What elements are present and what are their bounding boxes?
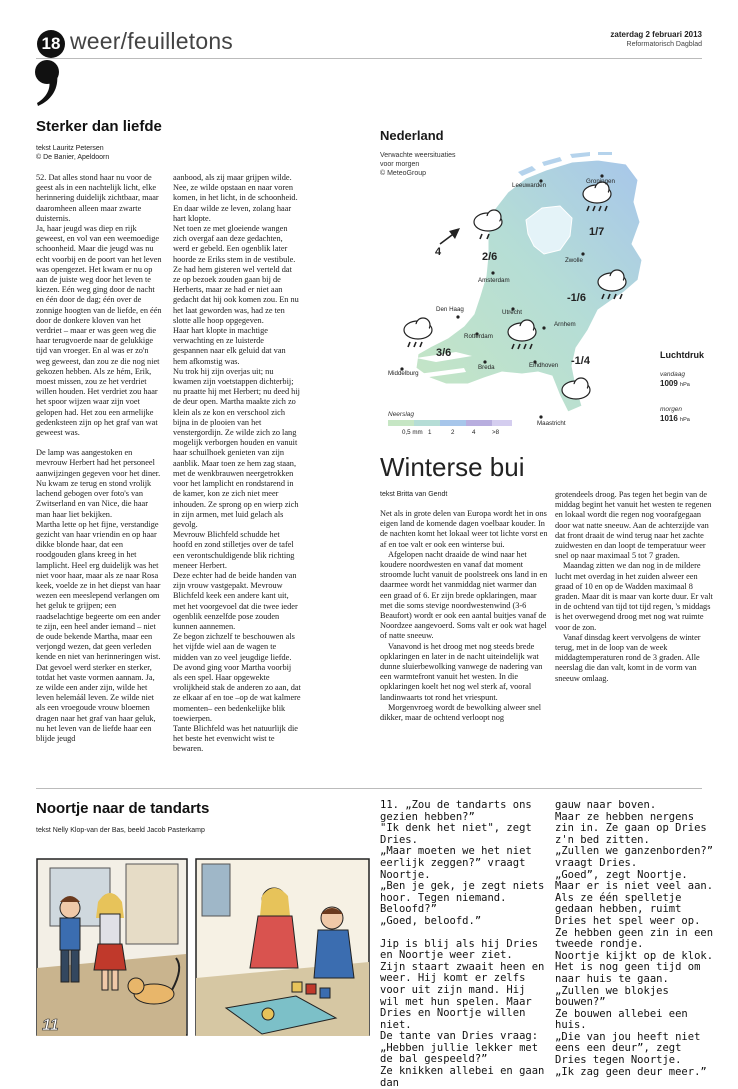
pressure-today-label: vandaag	[660, 371, 685, 378]
paragraph: Als ze één spelletje gedaan hebben, ruimt Dries het spel weer op.	[555, 891, 701, 927]
serial-column-2	[173, 173, 301, 755]
pressure-value: 1016	[660, 414, 678, 423]
map-copyright: © MeteoGroup	[380, 170, 427, 177]
paragraph: Vanavond is het droog met nog steeds brede opklaringen en later in de nacht uiteindelijk wat dunne sluierbewolking vanwege de nadering van een warmtefront vanuit het westen. In die opklaringen koelt het nog wel sterk af, vooral landinwaarts tot rond het vriespunt.	[380, 641, 543, 702]
paragraph: Ze knikken allebei en gaan dan	[380, 1065, 545, 1089]
comma-logo-icon	[30, 58, 70, 108]
pressure-unit: hPa	[680, 417, 690, 423]
paragraph: Het is nog geen tijd om naar huis te gaan.	[555, 961, 701, 985]
serial-title: Sterker dan liefde	[36, 118, 162, 135]
wadden-island	[570, 152, 590, 158]
paragraph: Maar er is niet veel aan.	[555, 880, 714, 893]
pressure-unit: hPa	[680, 382, 690, 388]
paragraph: Net toen ze met gloeiende wangen zich overgaf aan deze gedachten, werd er gebeld. Een ogenblik later hoorde ze Eriks stem in de vestibule. Ze had hem gisteren wel verteld dat ze op bezoek zouden gaan bij de Herberts, maar ze had er niet aan gedacht dat hij ook komen zou. En nu het laat geworden was, had ze ten slotte alle hoop opgegeven.	[173, 224, 299, 325]
page-number: 18	[37, 30, 65, 58]
pressure-today-value	[660, 379, 690, 388]
paragraph: Vanaf dinsdag keert vervolgens de winter terug, met in de loop van de week middagtemperaturen rond de 3 graden. Alle neerslag die dan valt, komt in de vorm van sneeuw omlaag.	[555, 632, 701, 683]
city-label: Zwolle	[565, 257, 583, 264]
paragraph: Net als in grote delen van Europa wordt het in ons eigen land de komende dagen voelbaar kouder. In de nachten komt het lokaal weer tot lichte vorst en af en toe valt er ook een winterse bui.	[380, 509, 548, 549]
paragraph: Haar hart klopte in machtige verwachting en ze luisterde gespannen naar elk geluid dat van hem afkomstig was.	[173, 326, 286, 366]
precip-legend-tick: 2	[451, 429, 455, 436]
paragraph: „Maar moeten we het niet eerlijk zeggen?” vraagt Noortje.	[380, 845, 532, 881]
paragraph: Maandag zitten we dan nog in de mildere lucht met overdag in het zuiden alweer een graad of 10 en op de Wadden maximaal 8 graden. Maar dit is maar van korte duur. Er valt in de ochtend van tijd tot tijd regen, 's middags is het overwegend droog met nog wat ruimte voor de zon.	[555, 561, 713, 632]
precip-legend-title: Neerslag	[388, 411, 415, 418]
map-subtitle-line: voor morgen	[380, 161, 420, 168]
weather-column-2	[555, 490, 715, 684]
paragraph: „Goed, beloofd.”	[380, 914, 482, 927]
paragraph: Ze hebben geen zin in een tweede rondje.	[555, 926, 714, 951]
precip-legend-tick: 1	[428, 429, 432, 436]
wind-speed: 4	[435, 246, 442, 258]
paragraph: Nu kwam ze terug en stond vrolijk lachend gebogen over foto's van Zwitserland en van Nice, die haar man haar liet bekijken.	[36, 478, 152, 519]
pressure-value: 1009	[660, 379, 678, 388]
paragraph: "Ik denk het niet", zegt Dries.	[380, 822, 532, 846]
precip-legend-tick: >8	[492, 429, 500, 436]
paragraph: Noortje kijkt op de klok.	[555, 949, 714, 962]
city-dot	[539, 415, 542, 418]
serial-publisher: © De Banier, Apeldoorn	[36, 154, 110, 161]
wind-arrow-icon	[440, 228, 460, 244]
paragraph: Nu trok hij zijn overjas uit; nu kwamen zijn voetstappen dichterbij; nu praatte hij met Herbert; nu deed hij de deur open. Martha maakte zich zo klein als ze kon en verschool zich bijna in de plooien van het venstergordijn. Ze wilde zich zo lang mogelijk verborgen houden en vanuit haar schuilhoek genieten van zijn aanblik. Maar toen ze hem zag staan, met de wenkbrauwen neergetrokken voor het lamplicht en rondstarend in de kamer, kon ze zich niet meer inhouden. Ze sprong op en wierp zich in zijn armen, met luid gelach als gevolg.	[173, 366, 300, 529]
weather-column-1	[380, 509, 548, 723]
city-label: Breda	[478, 364, 495, 371]
kids-serial-title: Noortje naar de tandarts	[36, 800, 210, 817]
paragraph: gauw naar boven.	[555, 799, 657, 811]
paragraph: Zijn staart zwaait heen en weer. Hij komt er zelfs voor uit zijn mand. Hij wil met hun spelen. Maar Dries en Noortje willen niet.	[380, 960, 545, 1031]
paragraph: Afgelopen nacht draaide de wind naar het koudere noordwesten en vanaf dat moment stroomde lucht vanuit de poolstreek ons land in en daarmee wordt het vanmiddag niet warmer dan een graad of 6. Er zijn brede opklaringen, maar met die soms stevige noordwestenwind (3-6 Beaufort) wordt er ook een aantal buitjes vanaf de Noordzee aangevoerd. Soms valt er ook wat hagel of natte sneeuw.	[380, 549, 548, 641]
kids-column-2	[555, 800, 717, 1078]
newspaper-name: Reformatorisch Dagblad	[626, 41, 702, 48]
paragraph: aanbood, als zij maar grijpen wilde. Nee, ze wilde opstaan en naar voren komen, in het licht, in de schoonheid. En daar wilde ze leven, zolang haar hart klopte.	[173, 173, 298, 223]
paragraph: Martha lette op het fijne, verstandige gezicht van haar vriendin en op haar dikke blonde haar, dat een roodgouden glans kreeg in het lamplicht. Heel erg duidelijk was het niet voor haar, maar als ze naar Rosa keek, voelde ze in het diepst van haar wezen een meeslepend verlangen om het geluk te grijpen; een raadselachtige begeerte om een ander te zijn, een heel ander iemand – niet de oude bekende Martha, maar een verjongd wezen, dat geen verleden kende en niet van herinneringen wist.	[36, 519, 161, 662]
precip-legend-bar	[388, 420, 512, 426]
paragraph: Morgenvroeg wordt de bewolking alweer snel dikker, maar de ochtend verloopt nog	[380, 702, 542, 723]
city-label: Rotterdam	[464, 333, 493, 340]
paragraph: Ze begon zichzelf te beschouwen als het vijfde wiel aan de wagen te midden van zo veel jeugdige liefde.	[173, 632, 295, 662]
map-title: Nederland	[380, 128, 444, 143]
city-label: Leeuwarden	[512, 182, 547, 189]
paragraph: Tante Blichfeld was het natuurlijk die het beste het evenwicht wist te bewaren.	[173, 723, 298, 754]
paragraph: „Die van jou heeft niet eens een deur”, zegt Dries tegen Noortje.	[555, 1030, 701, 1067]
panel-number: 11	[42, 1017, 59, 1034]
section-rule	[36, 788, 702, 789]
temperature-label: 1/7	[589, 226, 605, 238]
city-label: Amsterdam	[478, 277, 510, 284]
section-title: weer/feuilletons	[70, 28, 234, 54]
city-label: Utrecht	[502, 309, 522, 316]
temperature-label: 3/6	[436, 347, 452, 359]
paragraph: Dat gevoel werd sterker en sterker, totdat het vaste vormen aannam. Ja, ze wilde een ander zijn, wilde het leven helemáál leven. Ze wilde niet als een vroegoude vrouw bloemen dragen naar het graf van haar geluk, nu het leven van de liefde haar een blijde jeugd	[36, 662, 156, 743]
paragraph: 11. „Zou de tandarts ons gezien hebben?”	[380, 799, 532, 823]
paragraph: „Zullen we ganzenborden?” vraagt Dries.	[555, 845, 714, 869]
precip-legend-tick: 4	[472, 429, 476, 436]
rain-cloud-icon	[404, 318, 432, 347]
paragraph: De tante van Dries vraag: „Hebben jullie lekker met de bal gespeeld?”	[380, 1030, 539, 1066]
city-label: Eindhoven	[529, 362, 559, 369]
city-label: Groningen	[586, 178, 615, 185]
city-label: Maastricht	[537, 420, 566, 427]
serial-author: tekst Lauritz Petersen	[36, 145, 104, 152]
paragraph: Ze bouwen allebei een huis.	[555, 1007, 688, 1032]
paragraph: Jip is blij als hij Dries en Noortje weer ziet.	[380, 937, 539, 962]
wadden-island	[598, 152, 612, 155]
city-dot	[456, 315, 459, 318]
paragraph: „Zullen we blokjes bouwen?”	[555, 984, 669, 1009]
wadden-island	[518, 166, 536, 176]
paragraph: Maar ze hebben nergens zin in. Ze gaan op Dries z'n bed zitten.	[555, 810, 707, 846]
city-label: Arnhem	[554, 321, 576, 328]
paragraph: Ja, haar jeugd was diep en rijk geweest, en vol van een weemoedige schoonheid. Maar die jeugd was nu echt voorbij en de poort van het leven was opengezet. Het kwam er nu op aan de juiste weg door het leven te kiezen. Eén weg ging door de nacht en één door de dag; één over de zonnige hoogten van de liefde, en één door de donkere kloven van het verdriet – maar er was geen weg die haar terugvoerde naar de gelukkige tijd van vroeger. En al was er zo'n weg geweest, dan zou ze die nog niet gekozen hebben. Als ze hém, Erik, moest missen, zou ze het verdriet willen houden. Het verdriet zou haar het spoor wijzen waar zijn voet gelopen had. Het zou een armelijke gedenksteen zijn op het graf van wat geweest was.	[36, 224, 162, 438]
serial-column-1	[36, 173, 164, 744]
paragraph: Deze echter had de beide handen van zijn vrouw vastgepakt. Mevrouw Blichfeld keek een andere kant uit, met het voorgevoel dat die twee ieder ogenblik eenzelfde pose zouden kunnen aannemen.	[173, 570, 298, 631]
kids-serial-credit: tekst Nelly Klop-van der Bas, beeld Jacob Pasterkamp	[36, 827, 205, 834]
comic-illustration	[36, 858, 370, 1036]
city-dot	[542, 326, 545, 329]
city-dot	[581, 252, 584, 255]
paragraph: „Ben je gek, je zegt niets hoor. Tegen niemand. Beloofd?”	[380, 880, 545, 916]
city-dot	[491, 271, 494, 274]
paragraph: 52. Dat alles stond haar nu voor de geest als in een nachtelijk licht, elke herinnering duidelijk zichtbaar, maar daaromheen alleen maar zwarte duisternis.	[36, 173, 159, 223]
weather-article-credit: tekst Britta van Gendt	[380, 491, 448, 498]
pressure-tomorrow-label: morgen	[660, 406, 683, 413]
pressure-tomorrow-value	[660, 414, 690, 423]
temperature-label: -1/6	[567, 292, 586, 304]
city-label: Den Haag	[436, 306, 464, 313]
map-subtitle-line: Verwachte weersituaties	[380, 152, 456, 159]
paragraph: Mevrouw Blichfeld schudde het hoofd en zond stilletjes over de tafel een verontschuldigende blik richting meneer Herbert.	[173, 530, 295, 570]
wadden-island	[542, 157, 562, 166]
city-label: Middelburg	[388, 370, 419, 377]
paragraph: grotendeels droog. Pas tegen het begin van de middag begint het vanuit het westen te regenen en lokaal wordt die regen nog voorafgegaan door wat natte sneeuw. Aan de achterzijde van dat front draait de wind terug naar het zachte zuidwesten en dan loopt de temperatuur weer snel op naar maximaal 5 tot 7 graden.	[555, 490, 712, 561]
kids-column-1	[380, 800, 548, 1089]
paragraph: „Ik zag geen deur meer.”	[555, 1065, 707, 1078]
issue-date: zaterdag 2 februari 2013	[610, 30, 702, 39]
header-rule	[36, 58, 702, 59]
weather-article-title: Winterse bui	[380, 452, 525, 482]
precip-legend-tick: 0,5 mm	[402, 429, 423, 436]
serial-credits	[36, 144, 109, 162]
paragraph: De lamp was aangestoken en mevrouw Herbert had het personeel aanwijzingen gegeven voor het diner.	[36, 448, 161, 478]
paragraph: De avond ging voor Martha voorbij als een spel. Haar opgewekte vrolijkheid stak de anderen zo aan, dat ze elkaar af en toe –op de wat kalmere momenten– een bedenkelijke blik toewierpen.	[173, 662, 301, 723]
temperature-label: -1/4	[571, 355, 590, 367]
temperature-label: 2/6	[482, 251, 498, 263]
paragraph: „Goed”, zegt Noortje.	[555, 868, 688, 881]
pressure-title: Luchtdruk	[660, 350, 704, 360]
